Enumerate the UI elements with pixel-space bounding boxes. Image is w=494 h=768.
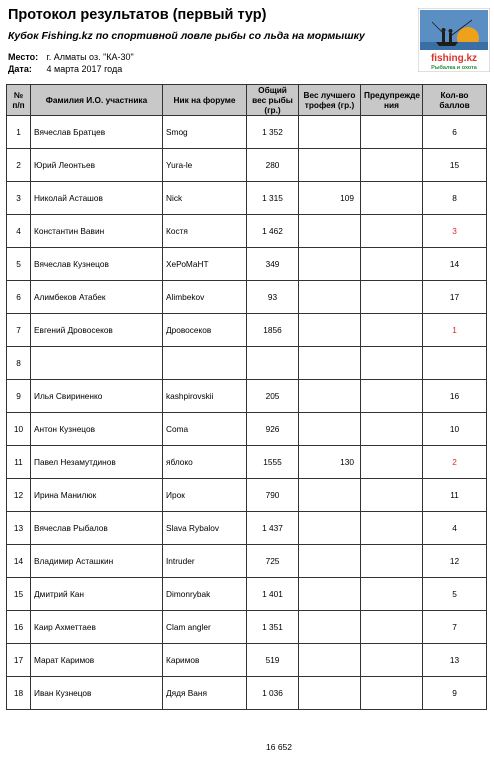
table-row [7, 479, 487, 512]
cell-trophy [299, 512, 361, 545]
cell-trophy [299, 248, 361, 281]
cell-points: 1 [423, 314, 487, 347]
cell-name: Вячеслав Братцев [31, 116, 163, 149]
cell-points: 11 [423, 479, 487, 512]
col-header-num: № п/п [7, 85, 31, 116]
cell-nick: Каримов [163, 644, 247, 677]
cell-num: 2 [7, 149, 31, 182]
table-header-row [7, 85, 487, 116]
cell-trophy [299, 413, 361, 446]
cell-nick: Костя [163, 215, 247, 248]
cell-nick: Alimbekov [163, 281, 247, 314]
col-header-nick: Ник на форуме [163, 85, 247, 116]
cell-nick: Дядя Ваня [163, 677, 247, 710]
table-row [7, 347, 487, 380]
cell-num: 6 [7, 281, 31, 314]
cell-weight: 1 352 [247, 116, 299, 149]
cell-trophy [299, 215, 361, 248]
cell-nick: Nick [163, 182, 247, 215]
cell-num: 15 [7, 578, 31, 611]
table-row [7, 248, 487, 281]
cell-nick: Intruder [163, 545, 247, 578]
cell-name: Иван Кузнецов [31, 677, 163, 710]
col-header-trophy: Вес лучшего трофея (гр.) [299, 85, 361, 116]
cell-trophy: 109 [299, 182, 361, 215]
cell-num: 16 [7, 611, 31, 644]
page-subtitle: Кубок Fishing.kz по спортивной ловле рыбы со льда на мормышку [8, 30, 365, 42]
cell-num: 3 [7, 182, 31, 215]
cell-name: Евгений Дровосеков [31, 314, 163, 347]
cell-name: Павел Незамутдинов [31, 446, 163, 479]
date-value: 4 марта 2017 года [46, 64, 123, 74]
cell-points: 4 [423, 512, 487, 545]
table-row [7, 545, 487, 578]
col-header-name: Фамилия И.О. участника [31, 85, 163, 116]
cell-weight: 93 [247, 281, 299, 314]
cell-weight: 519 [247, 644, 299, 677]
table-row [7, 182, 487, 215]
cell-points: 5 [423, 578, 487, 611]
date-label: Дата: [8, 64, 32, 74]
cell-weight: 1 351 [247, 611, 299, 644]
col-header-warnings: Предупрежде ния [361, 85, 423, 116]
cell-weight: 1 437 [247, 512, 299, 545]
cell-weight: 1 401 [247, 578, 299, 611]
cell-nick: ХеРоМаНТ [163, 248, 247, 281]
cell-weight: 1856 [247, 314, 299, 347]
cell-warnings [361, 380, 423, 413]
cell-num: 11 [7, 446, 31, 479]
cell-nick: Yura-le [163, 149, 247, 182]
cell-name [31, 347, 163, 380]
table-row [7, 644, 487, 677]
cell-nick: яблоко [163, 446, 247, 479]
cell-warnings [361, 611, 423, 644]
cell-trophy [299, 644, 361, 677]
cell-warnings [361, 479, 423, 512]
cell-warnings [361, 149, 423, 182]
cell-points: 14 [423, 248, 487, 281]
cell-num: 9 [7, 380, 31, 413]
total-weight: 16 652 [266, 742, 292, 752]
cell-points: 7 [423, 611, 487, 644]
table-row [7, 413, 487, 446]
cell-num: 12 [7, 479, 31, 512]
cell-num: 10 [7, 413, 31, 446]
cell-warnings [361, 182, 423, 215]
cell-trophy [299, 380, 361, 413]
logo-boat [436, 42, 458, 46]
table-row [7, 281, 487, 314]
cell-warnings [361, 314, 423, 347]
cell-nick: Dimonrybak [163, 578, 247, 611]
cell-name: Николай Асташов [31, 182, 163, 215]
cell-weight: 280 [247, 149, 299, 182]
results-table [6, 84, 487, 710]
cell-warnings [361, 347, 423, 380]
table-row [7, 314, 487, 347]
cell-name: Вячеслав Рыбалов [31, 512, 163, 545]
cell-weight: 349 [247, 248, 299, 281]
cell-weight: 790 [247, 479, 299, 512]
cell-num: 14 [7, 545, 31, 578]
cell-name: Юрий Леонтьев [31, 149, 163, 182]
cell-nick [163, 347, 247, 380]
cell-warnings [361, 413, 423, 446]
meta-place [8, 52, 134, 62]
table-row [7, 116, 487, 149]
cell-name: Алимбеков Атабек [31, 281, 163, 314]
logo-text-main: fishing.kz [430, 53, 478, 64]
cell-points: 8 [423, 182, 487, 215]
table-row [7, 380, 487, 413]
cell-num: 8 [7, 347, 31, 380]
cell-points: 3 [423, 215, 487, 248]
fishing-kz-logo [418, 8, 490, 72]
cell-points: 12 [423, 545, 487, 578]
col-header-points: Кол-во баллов [423, 85, 487, 116]
cell-warnings [361, 248, 423, 281]
cell-nick: kashpirovskii [163, 380, 247, 413]
page-title: Протокол результатов (первый тур) [8, 7, 267, 23]
cell-warnings [361, 677, 423, 710]
cell-warnings [361, 644, 423, 677]
cell-num: 5 [7, 248, 31, 281]
cell-warnings [361, 545, 423, 578]
cell-trophy [299, 347, 361, 380]
place-value: г. Алматы оз. "КА-30" [46, 52, 134, 62]
table-row [7, 149, 487, 182]
cell-name: Илья Свириненко [31, 380, 163, 413]
table-row [7, 512, 487, 545]
cell-trophy [299, 116, 361, 149]
table-row [7, 446, 487, 479]
cell-points [423, 347, 487, 380]
cell-weight: 1 462 [247, 215, 299, 248]
cell-name: Антон Кузнецов [31, 413, 163, 446]
cell-name: Дмитрий Кан [31, 578, 163, 611]
cell-warnings [361, 578, 423, 611]
table-row [7, 578, 487, 611]
cell-num: 18 [7, 677, 31, 710]
cell-weight: 1 036 [247, 677, 299, 710]
cell-weight: 1555 [247, 446, 299, 479]
cell-weight: 205 [247, 380, 299, 413]
table-row [7, 215, 487, 248]
cell-warnings [361, 446, 423, 479]
cell-nick: Slava Rybalov [163, 512, 247, 545]
cell-points: 6 [423, 116, 487, 149]
cell-points: 9 [423, 677, 487, 710]
cell-nick: Дровосеков [163, 314, 247, 347]
cell-name: Каир Ахметтаев [31, 611, 163, 644]
cell-weight: 926 [247, 413, 299, 446]
table-row [7, 611, 487, 644]
cell-trophy [299, 545, 361, 578]
cell-trophy [299, 479, 361, 512]
cell-num: 4 [7, 215, 31, 248]
cell-points: 10 [423, 413, 487, 446]
cell-trophy [299, 281, 361, 314]
cell-points: 16 [423, 380, 487, 413]
cell-warnings [361, 116, 423, 149]
cell-trophy [299, 677, 361, 710]
col-header-weight: Общий вес рыбы (гр.) [247, 85, 299, 116]
table-row [7, 677, 487, 710]
cell-trophy: 130 [299, 446, 361, 479]
place-label: Место: [8, 52, 39, 62]
meta-date [8, 64, 122, 74]
cell-trophy [299, 149, 361, 182]
cell-name: Константин Вавин [31, 215, 163, 248]
cell-num: 7 [7, 314, 31, 347]
cell-trophy [299, 314, 361, 347]
cell-points: 13 [423, 644, 487, 677]
cell-points: 2 [423, 446, 487, 479]
cell-nick: Ирок [163, 479, 247, 512]
cell-nick: Clam angler [163, 611, 247, 644]
cell-weight: 725 [247, 545, 299, 578]
cell-num: 13 [7, 512, 31, 545]
cell-points: 15 [423, 149, 487, 182]
cell-trophy [299, 578, 361, 611]
cell-weight [247, 347, 299, 380]
cell-weight: 1 315 [247, 182, 299, 215]
cell-name: Марат Каримов [31, 644, 163, 677]
cell-name: Вячеслав Кузнецов [31, 248, 163, 281]
cell-num: 17 [7, 644, 31, 677]
cell-trophy [299, 611, 361, 644]
cell-name: Ирина Манилюк [31, 479, 163, 512]
cell-nick: Coma [163, 413, 247, 446]
cell-warnings [361, 512, 423, 545]
cell-points: 17 [423, 281, 487, 314]
logo-text-sub: Рыбалка и охота [431, 65, 477, 71]
cell-nick: Smog [163, 116, 247, 149]
cell-name: Владимир Асташкин [31, 545, 163, 578]
cell-warnings [361, 215, 423, 248]
cell-warnings [361, 281, 423, 314]
cell-num: 1 [7, 116, 31, 149]
